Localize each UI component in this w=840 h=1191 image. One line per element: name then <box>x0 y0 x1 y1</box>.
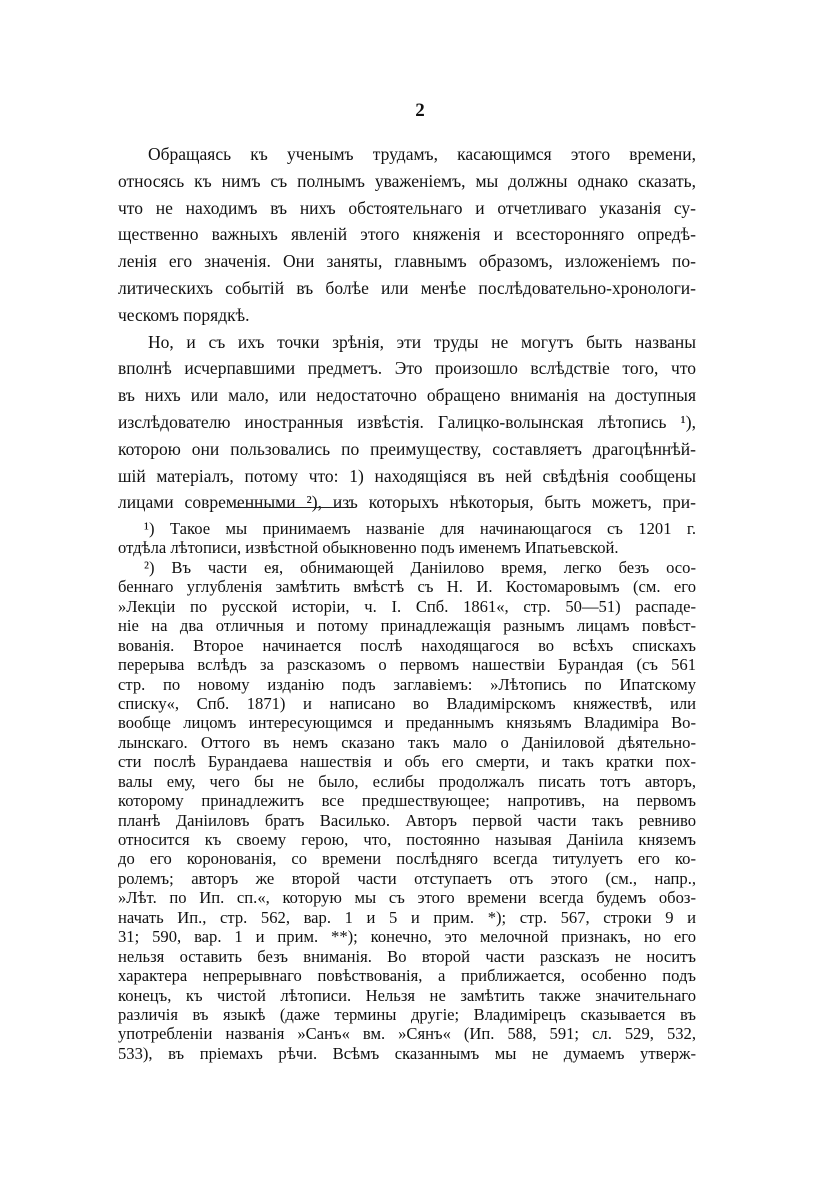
text-line: вполнѣ исчерпавшими предметъ. Это произошло вслѣдствіе того, что <box>118 358 696 379</box>
footnote-line: стр. по новому изданію подъ заглавіемъ: »Лѣтопись по Ипатскому <box>118 674 696 694</box>
text-line: ческомъ порядкѣ. <box>118 304 250 325</box>
page-number: 2 <box>415 100 425 121</box>
footnote-line: до его коронованія, со времени послѣдняго всегда титулуетъ его ко- <box>118 849 696 869</box>
footnote-line: 533), въ пріемахъ рѣчи. Всѣмъ сказаннымъ мы не думаемъ утверж- <box>118 1043 696 1063</box>
footnote-line: которому принадлежитъ все предшествующее; напротивъ, на первомъ <box>118 791 696 811</box>
footnote-line: вообще лицомъ интересующимся и преданнымъ князьямъ Владиміра Во- <box>118 713 696 733</box>
footnote-line: нельзя оставить безъ вниманія. Во второй части разсказъ не носитъ <box>118 946 696 966</box>
text-line: которою они пользовались по преимуществу, составляетъ драгоцѣннѣй- <box>118 438 696 459</box>
footnote-line: ²) Въ части ея, обнимающей Даніилово время, легко безъ осо- <box>144 557 696 577</box>
footnote-separator <box>236 507 354 508</box>
footnote-line: ¹) Такое мы принимаемъ названіе для начинающагося съ 1201 г. <box>144 519 696 538</box>
text-line: относясь къ нимъ съ полнымъ уваженіемъ, мы должны однако сказать, <box>118 170 696 191</box>
text-line: щественно важныхъ явленій этого княженія и всесторонняго опредѣ- <box>118 224 696 245</box>
footnote-line: валы ему, чего бы не было, еслибы продолжалъ писать тотъ авторъ, <box>118 771 696 791</box>
footnote-line: употребленіи названія »Санъ« вм. »Сянъ« (Ип. 588, 591; сл. 529, 532, <box>118 1024 696 1044</box>
text-line: литическихъ событій въ болѣе или менѣе послѣдовательно-хронологи- <box>118 277 696 298</box>
footnote-line: относится къ своему герою, что, постоянно называя Даніила княземъ <box>118 830 696 849</box>
footnote-line: »Лѣт. по Ип. сп.«, которую мы съ этого времени всегда будемъ обоз- <box>118 888 696 908</box>
footnote-line: 31; 590, вар. 1 и прим. **); конечно, это мелочной признакъ, но его <box>118 927 696 947</box>
footnote-line: списку«, Спб. 1871) и написано во Владимірскомъ княжествѣ, или <box>118 693 696 713</box>
footnotes <box>118 519 696 1063</box>
text-line: ленія его значенія. Они заняты, главнымъ образомъ, изложеніемъ по- <box>118 251 696 272</box>
text-line: въ нихъ или мало, или недостаточно обращено вниманія на доступныя <box>118 385 696 406</box>
main-text <box>118 141 696 516</box>
footnote-line: »Лекціи по русской исторіи, ч. I. Спб. 1861«, стр. 50—51) распаде- <box>118 596 696 616</box>
text-line: шій матеріалъ, потому что: 1) находящіяся въ ней свѣдѣнія сообщены <box>118 465 696 486</box>
footnote-line: ролемъ; авторъ же второй части отступаетъ отъ этого (см., напр., <box>118 868 696 888</box>
footnote-line: планѣ Даніиловъ братъ Василько. Авторъ первой части такъ ревниво <box>118 810 696 830</box>
footnote-line: лынскаго. Оттого въ немъ сказано такъ мало о Даніиловой дѣятельно- <box>118 732 696 752</box>
footnote-line: сти послѣ Бурандаева нашествія и объ его смерти, и такъ кратки пох- <box>118 752 696 772</box>
text-line: Обращаясь къ ученымъ трудамъ, касающимся этого времени, <box>148 144 696 164</box>
footnote-line: характера непрерывнаго повѣствованія, а приближается, особенно подъ <box>118 966 696 986</box>
footnote-line: начать Ип., стр. 562, вар. 1 и 5 и прим. *); стр. 567, строки 9 и <box>118 907 696 927</box>
footnote-line: отдѣла лѣтописи, извѣстной обыкновенно подъ именемъ Ипатьевской. <box>118 538 619 558</box>
footnote-line: перерыва вслѣдъ за разсказомъ о первомъ нашествіи Бурандая (съ 561 <box>118 655 696 675</box>
footnote-line: ніе на два отличныя и потому принадлежащія разнымъ лицамъ повѣст- <box>118 616 696 636</box>
footnote-line: вованія. Второе начинается послѣ находящагося во всѣхъ спискахъ <box>118 635 696 655</box>
footnote-line: различія въ языкѣ (даже термины другіе; Владимірецъ сказывается въ <box>118 1004 696 1024</box>
text-line: что не находимъ въ нихъ обстоятельнаго и отчетливаго указанія су- <box>118 197 696 218</box>
footnote-line: беннаго углубленія замѣтить вмѣстѣ съ Н. И. Костомаровымъ (см. его <box>118 577 696 597</box>
text-line: изслѣдователю иностранныя извѣстія. Галицко-волынская лѣтопись ¹), <box>118 411 696 432</box>
text-line: лицами современными ²), изъ которыхъ нѣкоторыя, быть можетъ, при- <box>118 492 696 513</box>
footnote-line: конецъ, къ чистой лѣтописи. Нельзя не замѣтить также значительнаго <box>118 985 696 1005</box>
text-line: Но, и съ ихъ точки зрѣнія, эти труды не могутъ быть названы <box>148 331 696 352</box>
